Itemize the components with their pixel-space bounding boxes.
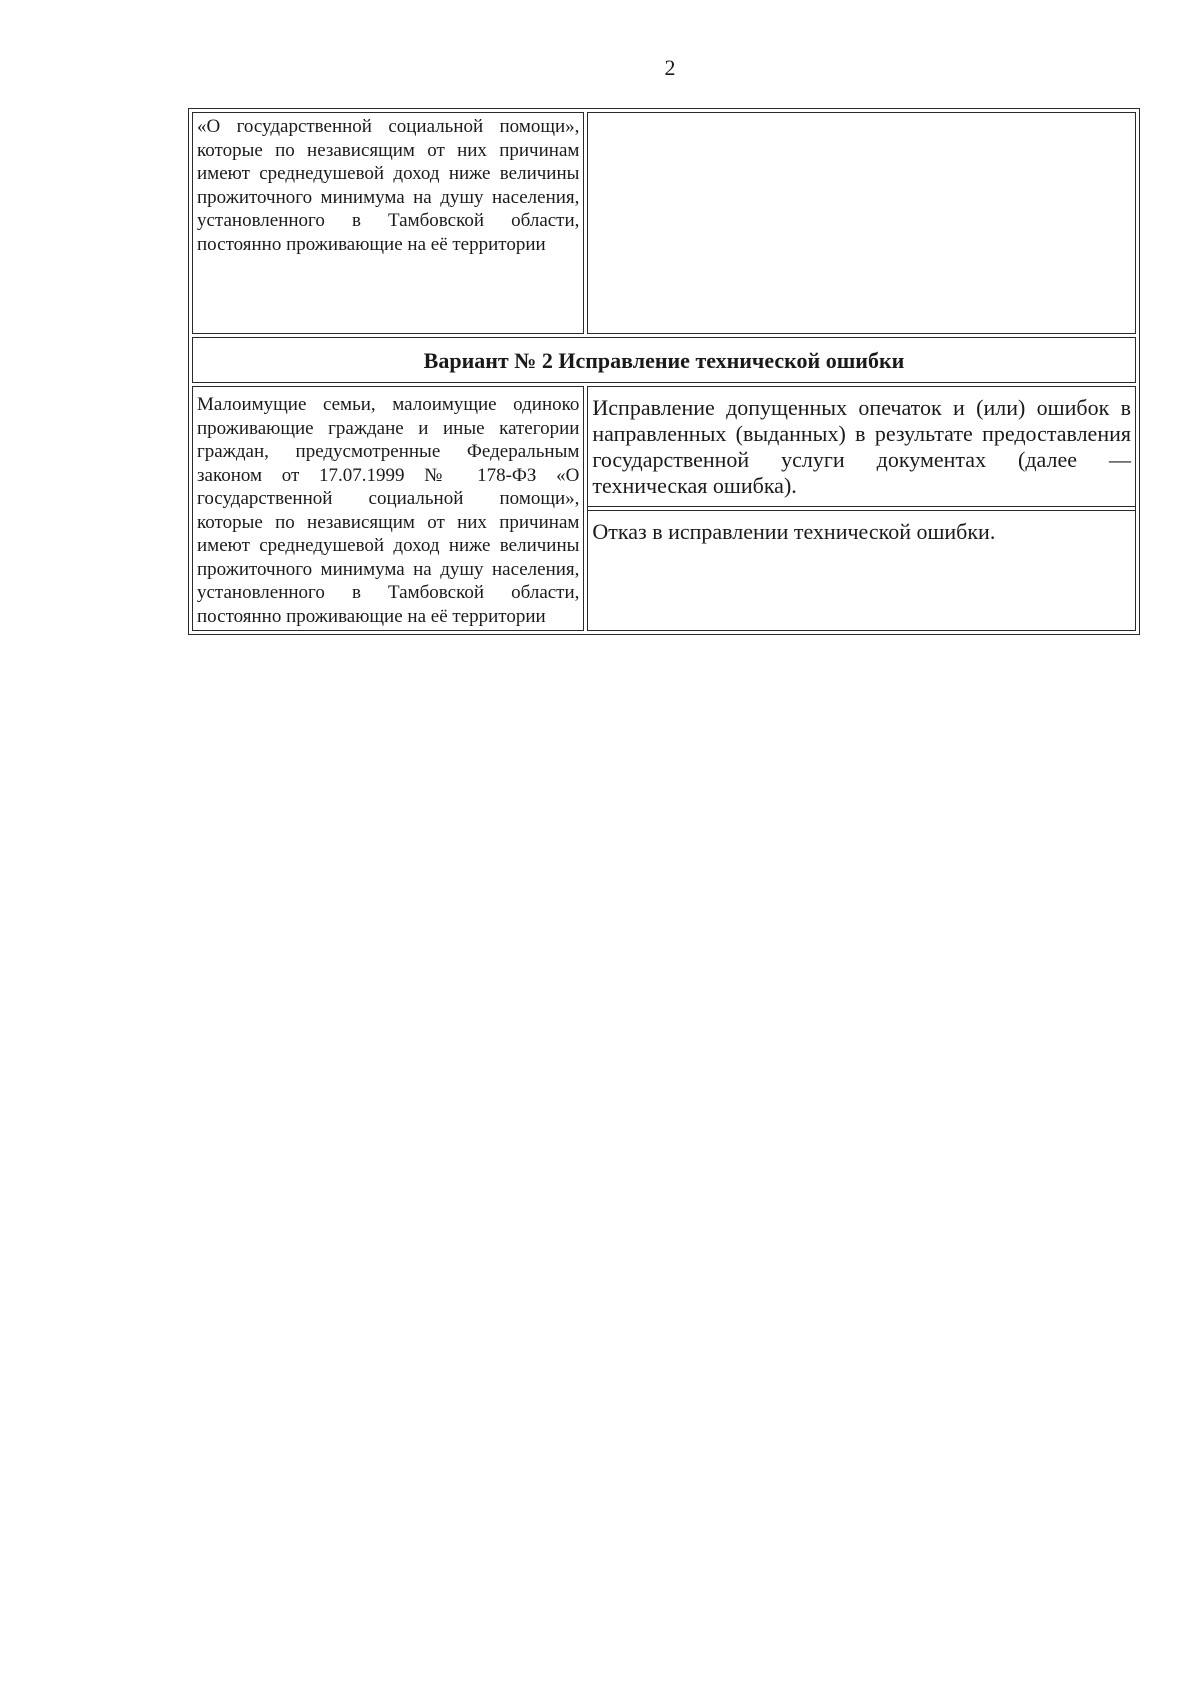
variant-heading: Вариант № 2 Исправление технической ошибки	[192, 337, 1136, 383]
document-table	[188, 108, 1140, 635]
result-cell-split	[587, 386, 1136, 631]
result-cell-empty	[587, 112, 1136, 334]
result-refusal-text: Отказ в исправлении технической ошибки.	[592, 519, 996, 544]
table-row	[192, 386, 1136, 631]
page-number: 2	[664, 55, 676, 80]
table-row	[192, 337, 1136, 383]
applicant-category-cell: Малоимущие семьи, малоимущие одиноко проживающие граждане и иные категории граждан, предусмотренные Федеральным законом от 17.07.1999 № 178-ФЗ «О государственной социальной помощи», которые по независящим от них причинам имеют среднедушевой доход ниже величины прожиточного минимума на душу населения, установленного в Тамбовской области, постоянно проживающие на её территории	[192, 386, 584, 631]
applicant-category-cell-continued: «О государственной социальной помощи», которые по независящим от них причинам имеют среднедушевой доход ниже величины прожиточного минимума на душу населения, установленного в Тамбовской области, постоянно проживающие на её территории	[192, 112, 584, 334]
result-correction-text: Исправление допущенных опечаток и (или) ошибок в направленных (выданных) в результате предоставления государственной услуги документах (далее — техническая ошибка).	[588, 387, 1135, 507]
table-row	[192, 112, 1136, 334]
